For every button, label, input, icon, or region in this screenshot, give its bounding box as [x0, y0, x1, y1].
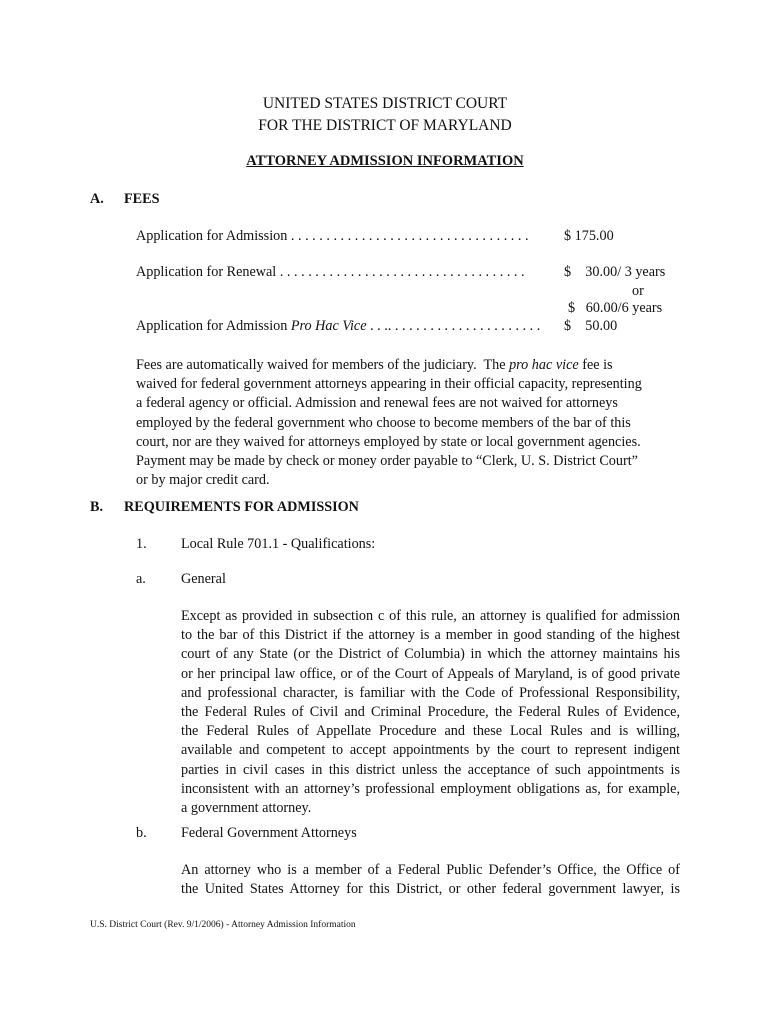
- paragraph-line: court of any State (or the District of Columbia) in which the attorney maintains his: [181, 646, 680, 663]
- paragraph-line: a government attorney.: [181, 800, 312, 817]
- fee-renewal-amount-alt: $ 60.00/6 years: [568, 300, 663, 316]
- section-b-letter: B.: [90, 499, 104, 515]
- subsection-a-title: General: [181, 571, 226, 587]
- fee-renewal-label: Application for Renewal: [136, 264, 277, 280]
- fee-pro-hac-vice-row: [136, 318, 540, 335]
- pro-hac-vice-term: pro hac vice: [509, 357, 579, 373]
- fee-admission-label: Application for Admission: [136, 228, 288, 244]
- section-a-heading: FEES: [124, 191, 160, 207]
- paragraph-line: the Federal Rules of Civil and Criminal Procedure, the Federal Rules of Evidence,: [181, 704, 680, 721]
- paragraph-line: or by major credit card.: [136, 472, 270, 489]
- paragraph-line: the Federal Rules of Appellate Procedure and these Local Rules and is willing,: [181, 723, 680, 740]
- leader-dots: . . .. . . . . . . . . . . . . . . . . . . . . .: [366, 318, 541, 334]
- fee-renewal-amount: $ 30.00/ 3 years: [564, 264, 666, 280]
- paragraph-line: a federal agency or official. Admission and renewal fees are not waived for attorneys: [136, 395, 618, 412]
- fees-waiver-paragraph: [136, 356, 680, 490]
- paragraph-line: Payment may be made by check or money order payable to “Clerk, U. S. District Court”: [136, 453, 638, 470]
- rule-number: 1.: [136, 536, 147, 552]
- paragraph-line: court, nor are they waived for attorneys employed by state or local government agencies.: [136, 433, 641, 450]
- paragraph-line: An attorney who is a member of a Federal Public Defender’s Office, the Office of: [181, 862, 680, 878]
- fee-admission-amount: $ 175.00: [564, 228, 614, 244]
- paragraph-line: Fees are automatically waived for members of the judiciary. The pro hac vice fee is: [136, 357, 613, 373]
- paragraph-line: the United States Attorney for this District, or other federal government lawyer, is: [181, 881, 680, 898]
- fee-admission-row: [136, 228, 529, 245]
- fee-pro-hac-vice-amount: $ 50.00: [564, 318, 618, 334]
- document-title: ATTORNEY ADMISSION INFORMATION: [246, 153, 524, 169]
- paragraph-line: available and competent to accept appointments by the court to represent indigent: [181, 742, 680, 759]
- paragraph-line: parties in civil cases in this district unless the acceptance of such appointments is: [181, 761, 680, 778]
- paragraph-line: to the bar of this District if the attorney is a member in good standing of the highest: [181, 627, 680, 644]
- court-name-line-1: UNITED STATES DISTRICT COURT: [262, 95, 508, 112]
- leader-dots: . . . . . . . . . . . . . . . . . . . . . . . . . . . . . . . . . .: [287, 228, 529, 244]
- paragraph-line: or her principal law office, or of the Court of Appeals of Maryland, is of good private: [181, 665, 680, 682]
- paragraph-line: and professional character, is familiar with the Code of Professional Responsibility,: [181, 684, 680, 701]
- court-name-line-2: FOR THE DISTRICT OF MARYLAND: [258, 117, 512, 134]
- page-footer: U.S. District Court (Rev. 9/1/2006) - Attorney Admission Information: [90, 920, 356, 930]
- paragraph-line: inconsistent with an attorney’s professional employment obligations as, for example,: [181, 780, 680, 797]
- leader-dots: . . . . . . . . . . . . . . . . . . . . . . . . . . . . . . . . . . .: [276, 264, 525, 280]
- subsection-b-title: Federal Government Attorneys: [181, 825, 357, 841]
- paragraph-line: employed by the federal government who choose to become members of the bar of this: [136, 414, 631, 431]
- fee-pro-hac-vice-italic: Pro Hac Vice: [290, 318, 367, 334]
- paragraph-line: waived for federal government attorneys appearing in their official capacity, representing: [136, 376, 642, 393]
- general-qualifications-paragraph: [181, 607, 680, 818]
- federal-attorneys-paragraph: [181, 861, 680, 899]
- section-a-letter: A.: [90, 191, 104, 207]
- paragraph-line: Except as provided in subsection c of this rule, an attorney is qualified for admission: [181, 608, 680, 624]
- fee-pro-hac-vice-label: Application for Admission: [136, 318, 291, 334]
- subsection-a-letter: a.: [136, 571, 146, 587]
- fee-renewal-row: [136, 264, 525, 281]
- fee-renewal-or: or: [632, 283, 644, 299]
- rule-title: Local Rule 701.1 - Qualifications:: [181, 536, 376, 552]
- subsection-b-letter: b.: [136, 825, 147, 841]
- section-b-heading: REQUIREMENTS FOR ADMISSION: [124, 499, 359, 515]
